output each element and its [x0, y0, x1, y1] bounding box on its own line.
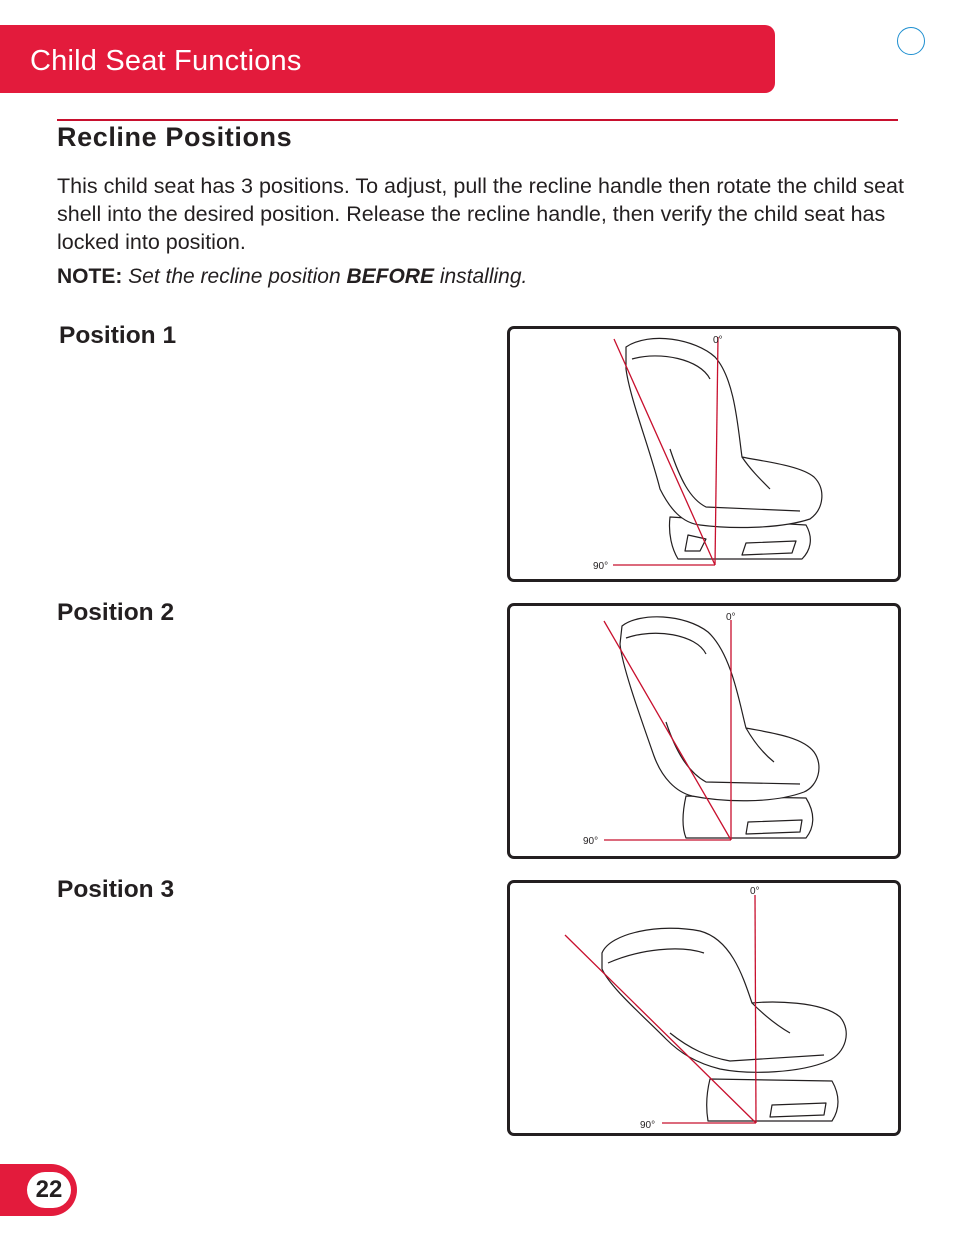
page-number-badge [0, 1164, 77, 1216]
position-1-label: Position 1 [59, 322, 177, 349]
position-2-label: Position 2 [57, 599, 175, 626]
seat-shell [620, 617, 819, 801]
header-title: Child Seat Functions [30, 45, 302, 77]
base-opening [742, 541, 796, 555]
position-3-diagram [507, 880, 901, 1136]
note [57, 265, 527, 289]
header-band [0, 25, 775, 93]
base-opening [770, 1103, 826, 1117]
page-number: 22 [27, 1172, 71, 1208]
position-2-diagram [507, 603, 901, 859]
angle-label-top: 0° [726, 612, 736, 623]
angle-label-top: 0° [750, 886, 760, 897]
angle-label-top: 0° [713, 335, 723, 346]
position-3-illustration [510, 883, 904, 1139]
note-text-after: installing. [433, 265, 528, 288]
section-rule [57, 119, 898, 121]
position-2-illustration [510, 606, 904, 862]
section-title: Recline Positions [57, 122, 293, 152]
note-label: NOTE: [57, 265, 123, 288]
angle-label-bottom: 90° [583, 836, 599, 847]
position-1-illustration [510, 329, 904, 585]
angle-label-bottom: 90° [640, 1120, 656, 1131]
base-opening [746, 820, 802, 834]
note-text-before: Set the recline position [122, 265, 347, 288]
intro-paragraph: This child seat has 3 positions. To adjust, pull the recline handle then rotate the child seat shell into the desired position. Release the recline handle, then verify the child seat has locked into position. [57, 174, 904, 254]
position-3-label: Position 3 [57, 876, 175, 903]
seat-shell [602, 928, 846, 1072]
corner-circle-icon [897, 27, 925, 55]
position-1-diagram [507, 326, 901, 582]
note-emphasis: BEFORE [346, 265, 434, 288]
angle-label-bottom: 90° [593, 561, 609, 572]
